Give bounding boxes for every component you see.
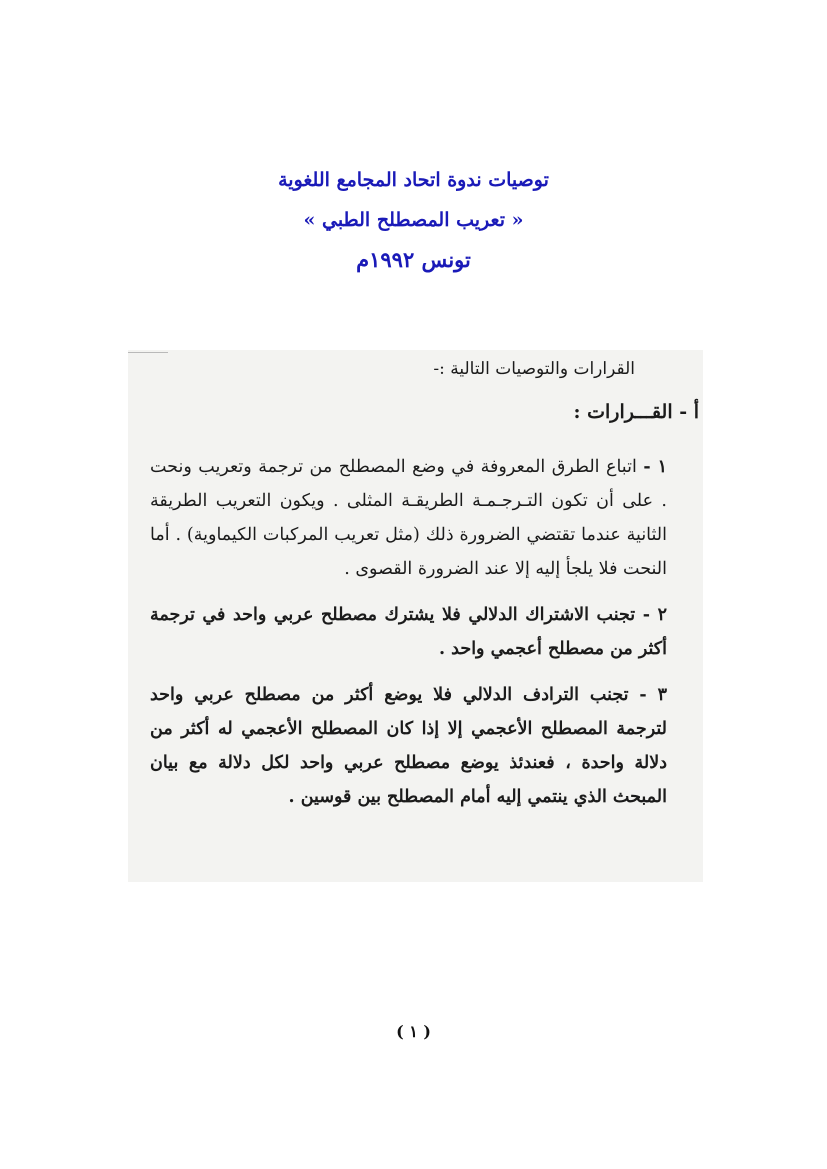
list-item-number: ٣ - [639, 685, 667, 705]
list-item-text: تجنب الترادف الدلالي فلا يوضع أكثر من مصطلح عربي واحد لترجمة المصطلح الأعجمي إلا إذا كان المصطلح الأعجمي له أكثر من دلالة واحدة ، فعندئذ يوضع مصطلح عربي واحد لكل دلالة مع بيان المبحث الذي ينتمي إليه أمام المصطلح بين قوسين . [150, 685, 667, 807]
list-item-number: ١ - [643, 457, 667, 477]
page-number: ( ١ ) [396, 1022, 431, 1041]
document-subtitle: « تعريب المصطلح الطبي » [303, 209, 524, 231]
scan-edge-line [128, 352, 168, 353]
document-place-date: تونس ١٩٩٢م [356, 247, 471, 272]
section-heading-decisions: أ - القـــرارات : [573, 401, 699, 423]
list-item-number: ٢ - [642, 605, 667, 625]
scan-intro-text: القرارات والتوصيات التالية :- [433, 359, 635, 379]
decisions-list [150, 450, 667, 826]
list-item-text: اتباع الطرق المعروفة في وضع المصطلح من ترجمة وتعريب ونحت . على أن تكون التـرجـمـة الطريقـة المثلى . ويكون التعريب الطريقة الثانية عندما تقتضي الضرورة ذلك (مثل تعريب المركبات الكيماوية) . أما النحت فلا يلجأ إليه إلا عند الضرورة القصوى . [150, 457, 667, 579]
list-item-text: تجنب الاشتراك الدلالي فلا يشترك مصطلح عربي واحد في ترجمة أكثر من مصطلح أعجمي واحد . [150, 605, 667, 659]
list-item [150, 678, 667, 814]
list-item [150, 598, 667, 666]
document-header [0, 160, 827, 280]
scanned-excerpt [128, 350, 703, 882]
list-item [150, 450, 667, 586]
document-title: توصيات ندوة اتحاد المجامع اللغوية [278, 169, 549, 191]
